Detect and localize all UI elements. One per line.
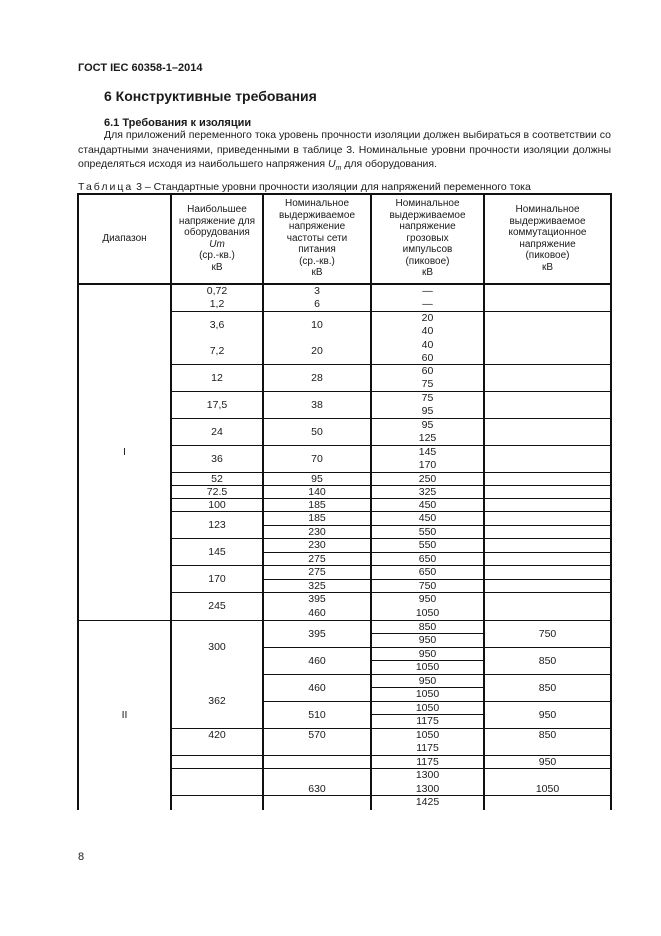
- table-cell: 570: [308, 728, 326, 741]
- table-cell: 420: [208, 728, 226, 741]
- table-cell: 12: [211, 371, 223, 384]
- table-cell: 60: [421, 364, 434, 377]
- table-cell: 750: [538, 627, 557, 640]
- table-cell: 1050: [415, 607, 440, 619]
- table-cell: 1,2: [209, 298, 225, 310]
- table-cell: 630: [308, 782, 326, 795]
- table-cell: 450: [418, 512, 437, 524]
- table-cell: 395: [308, 593, 326, 605]
- table-cell: 1425: [415, 796, 440, 808]
- table-cell: 950: [538, 755, 557, 768]
- table-cell: 1175: [416, 755, 439, 768]
- table-cell: 1050: [415, 661, 440, 673]
- table-cell: 450: [418, 498, 437, 511]
- table-cell: 140: [308, 485, 326, 498]
- paragraph-text-after: для оборудования.: [341, 158, 437, 170]
- table-cell: 230: [308, 539, 326, 551]
- table-cell: II: [121, 709, 128, 721]
- table-cell: —: [422, 284, 433, 297]
- table-cell: 123: [208, 518, 226, 531]
- table-cell: 40: [421, 338, 434, 351]
- table-cell: 300: [208, 641, 226, 653]
- table-top-border: [78, 193, 612, 195]
- table-cell: 325: [418, 485, 437, 498]
- table-cell: 1050: [535, 782, 560, 795]
- table-cell: 20: [421, 311, 434, 324]
- table-cell: 28: [311, 371, 323, 384]
- table-cell: 75: [421, 378, 434, 390]
- table-cell: 1050: [415, 688, 440, 700]
- header-power-frequency: Номинальное выдерживаемое напряжение частоты сети питания (ср.-кв.) кВ: [278, 198, 356, 279]
- table-cell: 170: [208, 572, 226, 585]
- table-cell: 850: [538, 654, 557, 667]
- table-cell: 1175: [416, 742, 439, 754]
- table-cell: 145: [208, 545, 226, 558]
- table-cell: 50: [311, 425, 323, 438]
- table-cell: 275: [308, 566, 326, 578]
- header-lightning-impulse: Номинальное выдерживаемое напряжение грозовых импульсов (пиковое) кВ: [389, 198, 466, 279]
- paragraph-text-before: Для приложений переменного тока уровень прочности изоляции должен выбираться в соответствии со стандартными значениями, приведенными в таблице 3. Номинальные уровни прочности изоляции должны определяться исходя из наибольшего напряжения: [78, 129, 611, 170]
- table-cell: 850: [418, 620, 437, 633]
- table-cell: 38: [311, 398, 323, 411]
- table-cell: 550: [418, 539, 437, 551]
- table-cell: 40: [421, 325, 434, 337]
- table-cell: 650: [418, 552, 437, 565]
- table-cell: 145: [418, 445, 437, 458]
- table-cell: 460: [308, 681, 326, 694]
- table-cell: 460: [308, 607, 326, 619]
- document-id: ГОСТ IEC 60358-1–2014: [78, 62, 203, 74]
- table-cell: 185: [308, 512, 326, 524]
- table-cell: 24: [211, 425, 223, 438]
- table-cell: —: [422, 298, 433, 310]
- table-cell: 950: [538, 708, 557, 721]
- table-cell: 950: [418, 674, 437, 687]
- table-cell: 170: [418, 459, 437, 471]
- table-cell: 70: [311, 452, 323, 465]
- table-cell: I: [123, 446, 126, 458]
- table-cell: 3,6: [209, 318, 225, 331]
- table-cell: 460: [308, 654, 326, 667]
- table-cell: 3: [314, 284, 320, 297]
- table-cell: 95: [421, 405, 434, 417]
- table-cell: 7,2: [209, 345, 225, 357]
- header-um: Наибольшее напряжение для оборудования Um (ср.-кв.) кВ: [178, 204, 256, 273]
- table-cell: 950: [418, 593, 437, 605]
- table-cell: 185: [308, 498, 326, 511]
- table-cell: 75: [421, 391, 434, 404]
- table-cell: 125: [418, 432, 437, 444]
- table-cell: 230: [308, 525, 326, 538]
- table-cell: 20: [311, 345, 323, 357]
- table-cell: 95: [311, 472, 323, 485]
- table-cell: 245: [208, 600, 226, 612]
- table-cell: 325: [308, 579, 326, 592]
- header-range: Диапазон: [102, 232, 147, 244]
- table-cell: 275: [308, 552, 326, 565]
- table-cell: 850: [538, 728, 557, 741]
- table-cell: 36: [211, 452, 223, 465]
- table-cell: 10: [311, 318, 323, 331]
- section-title: 6 Конструктивные требования: [104, 88, 317, 104]
- table-cell: 1050: [415, 701, 440, 714]
- table-cell: 100: [208, 498, 226, 511]
- table-cell: 1175: [416, 715, 439, 727]
- table-cell: 1300: [415, 782, 440, 795]
- table-cell: 750: [418, 579, 437, 592]
- table-cell: 60: [421, 351, 434, 364]
- table-cell: 250: [418, 472, 437, 485]
- table-cell: 0,72: [206, 284, 228, 297]
- subsection-title: 6.1 Требования к изоляции: [104, 117, 252, 129]
- table-cell: 362: [208, 695, 226, 707]
- table-cell: 95: [421, 418, 434, 431]
- table-cell: 950: [418, 647, 437, 660]
- symbol-um: $U_m$: [327, 158, 342, 173]
- table-cell: 1300: [415, 769, 440, 781]
- table-cell: 395: [308, 627, 326, 640]
- table-cell: 510: [308, 708, 326, 721]
- table-cell: 17,5: [206, 398, 228, 411]
- header-switching-impulse: Номинальное выдерживаемое коммутационное напряжение (пиковое) кВ: [508, 204, 587, 273]
- caption-label: Таблица: [78, 181, 134, 193]
- table-cell: 950: [418, 634, 437, 646]
- page-number: 8: [78, 851, 85, 863]
- table-cell: 1050: [415, 728, 440, 741]
- caption-text: 3 – Стандартные уровни прочности изоляции для напряжений переменного тока: [133, 181, 531, 193]
- table-cell: 550: [418, 525, 437, 538]
- table-cell: 850: [538, 681, 557, 694]
- table-cell: 52: [211, 472, 223, 485]
- table-cell: 72.5: [206, 485, 228, 498]
- table-cell: 6: [314, 298, 320, 310]
- table-cell: 650: [418, 566, 437, 578]
